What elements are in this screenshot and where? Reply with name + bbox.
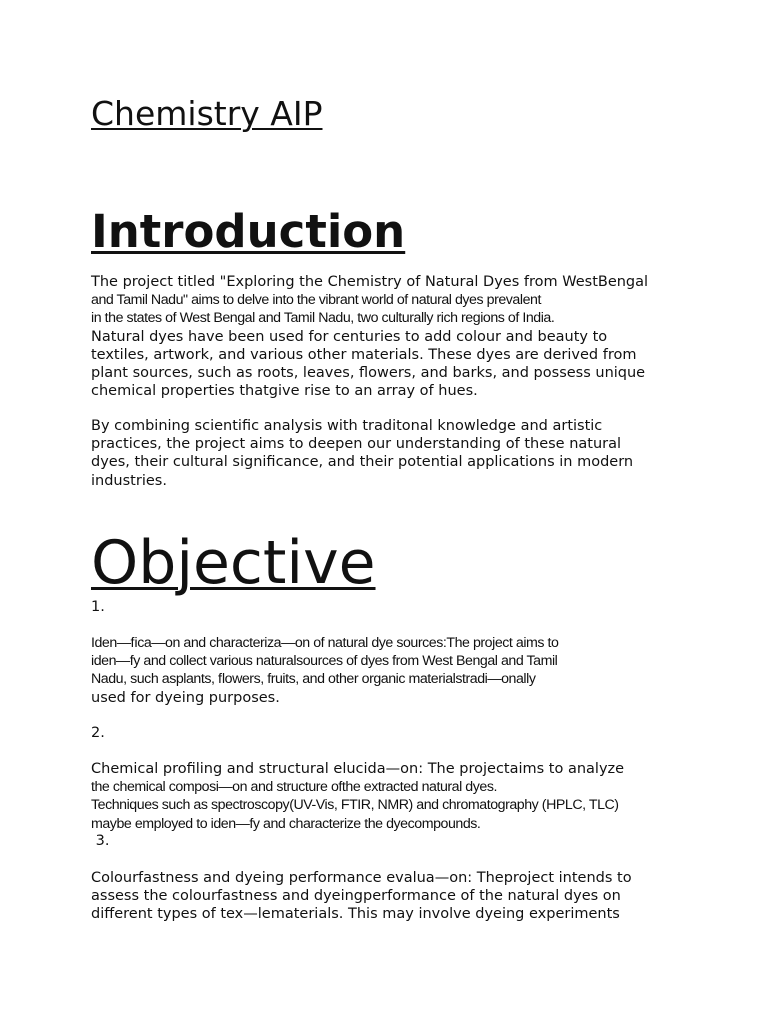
document-title: Chemistry AIP <box>91 94 323 133</box>
list-number: 1. <box>91 599 105 615</box>
objective-item-1-number <box>91 598 691 616</box>
text-line: dyes, their cultural significance, and their potential applications in modern <box>91 454 634 471</box>
text-line: iden—fy and collect various naturalsources of dyes from West Bengal and Tamil <box>91 653 558 670</box>
text-line: diﬀerent types of tex—lematerials. This may involve dyeing experiments <box>91 906 620 923</box>
text-line: chemical properties thatgive rise to an array of hues. <box>91 383 478 400</box>
text-line: Techniques such as spectroscopy(UV-Vis, FTIR, NMR) and chromatography (HPLC, TLC) <box>91 797 619 814</box>
list-number: 2. <box>91 725 105 741</box>
introduction-paragraph-1 <box>91 273 691 400</box>
text-line: used for dyeing purposes. <box>91 689 280 706</box>
text-line: assess the colourfastness and dyeingperformance of the natural dyes on <box>91 888 621 905</box>
list-number: 3. <box>91 833 110 849</box>
text-line: Natural dyes have been used for centuries to add colour and beauty to <box>91 328 608 345</box>
text-line: Nadu, such asplants, ﬂowers, fruits, and other organic materialstradi—onally <box>91 671 536 688</box>
objective-item-1 <box>91 634 691 707</box>
text-line: By combining scientific analysis with traditonal knowledge and artistic <box>91 418 603 434</box>
introduction-heading: Introduction <box>91 205 406 258</box>
objective-heading: Objective <box>91 528 376 598</box>
text-line: Colourfastness and dyeing performance evalua—on: Theproject intends to <box>91 870 632 886</box>
text-line: textiles, artwork, and various other materials. These dyes are derived from <box>91 346 637 363</box>
text-line: practices, the project aims to deepen our understanding of these natural <box>91 436 622 453</box>
objective-item-3 <box>91 869 691 924</box>
text-line: plant sources, such as roots, leaves, flowers, and barks, and possess unique <box>91 365 646 382</box>
text-line: the chemical composi—on and structure ofthe extracted natural dyes. <box>91 779 497 796</box>
text-line: Chemical proﬁling and structural elucida—on: The projectaims to analyze <box>91 761 625 777</box>
text-line: maybe employed to iden—fy and characterize the dyecompounds. <box>91 815 481 832</box>
text-line: industries. <box>91 472 167 489</box>
text-line: in the states of West Bengal and Tamil Nadu, two culturally rich regions of India. <box>91 310 555 327</box>
introduction-paragraph-2 <box>91 417 691 490</box>
objective-item-2-number <box>91 724 691 742</box>
text-line: and Tamil Nadu" aims to delve into the vibrant world of natural dyes prevalent <box>91 292 541 309</box>
text-line: Iden—ﬁca—on and characteriza—on of natural dye sources:The project aims to <box>91 635 559 651</box>
objective-item-3-number <box>91 832 691 850</box>
objective-item-2 <box>91 760 691 833</box>
text-line: The project titled "Exploring the Chemistry of Natural Dyes from WestBengal <box>91 274 649 290</box>
